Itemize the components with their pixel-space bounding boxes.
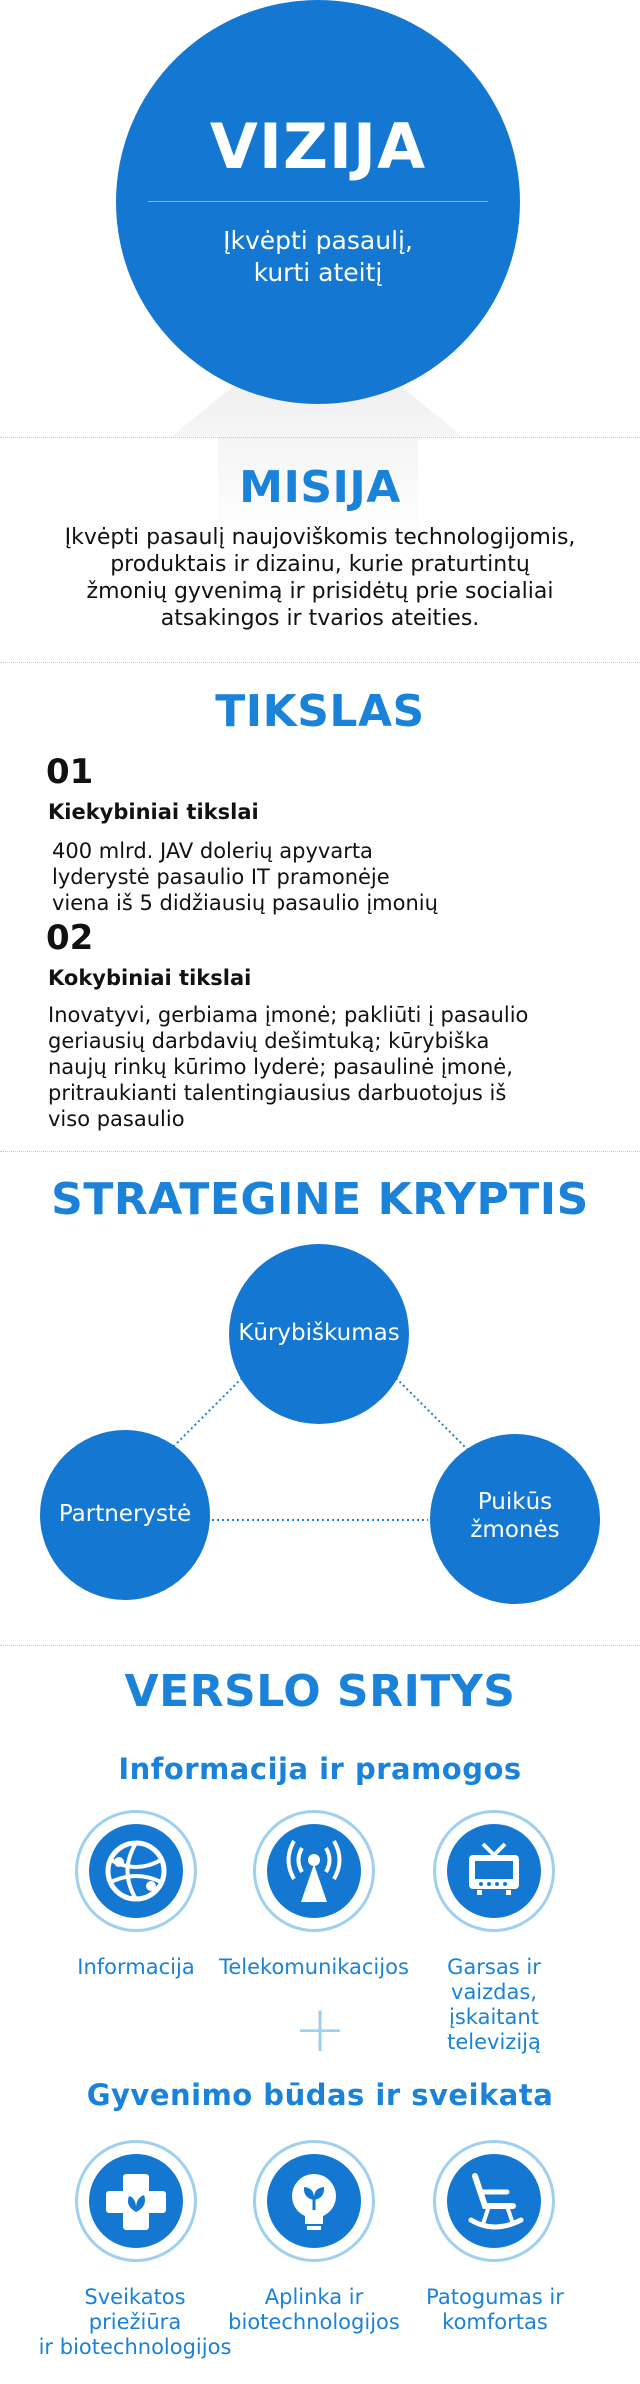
business-label-line: priežiūra [88, 2310, 182, 2334]
business-item-information [75, 1810, 197, 1932]
vision-title: VIZIJA [209, 110, 427, 183]
divider-4 [0, 1645, 640, 1646]
business-label-line: ir biotechnologijos [38, 2335, 232, 2359]
goal-heading-2: Kokybiniai tikslai [48, 966, 252, 990]
business-label-line: televiziją [447, 2030, 541, 2054]
business-item-audio-video [433, 1810, 555, 1932]
strategy-node-people-label [430, 1488, 600, 1544]
goal-number-2: 02 [46, 918, 94, 958]
mission-line: produktais ir dizainu, kurie praturtintų [110, 552, 530, 577]
business-item-healthcare [75, 2140, 197, 2262]
business-item-environment [253, 2140, 375, 2262]
business-label-telecom [214, 1955, 414, 1980]
business-label-line: vaizdas, [451, 1980, 537, 2004]
goal-list-1 [52, 838, 612, 916]
business-label-line: Sveikatos [84, 2285, 186, 2309]
mission-text [0, 524, 640, 632]
mission-line: Įkvėpti pasaulį naujoviškomis technologijomis, [64, 525, 576, 550]
divider-1 [0, 437, 640, 438]
goal-heading-1: Kiekybiniai tikslai [48, 800, 259, 824]
antenna-icon [267, 1824, 361, 1918]
business-label-line: Aplinka ir [264, 2285, 364, 2309]
vision-line-2: kurti ateitį [253, 258, 383, 287]
mission-title: MISIJA [239, 462, 401, 513]
goal-item: Inovatyvi, gerbiama įmonė; pakliūti į pasaulio [48, 1003, 529, 1027]
vision-divider [148, 201, 488, 202]
strategy-node-creativity-label: Kūrybiškumas [238, 1320, 400, 1346]
goal-number-1: 01 [46, 752, 94, 792]
goal-item: 400 mlrd. JAV dolerių apyvarta [52, 839, 373, 863]
business-label-information [46, 1955, 226, 1980]
goal-item: viena iš 5 didžiausių pasaulio įmonių [52, 891, 438, 915]
divider-3 [0, 1151, 640, 1152]
goal-item: naujų rinkų kūrimo lyderė; pasaulinė įmonė, [48, 1055, 513, 1079]
business-label-line: Telekomunikacijos [219, 1955, 409, 1979]
strategy-node-partnership-label: Partnerystė [58, 1501, 192, 1527]
business-label-environment [214, 2285, 414, 2335]
vision-line-1: Įkvėpti pasaulį, [223, 226, 413, 255]
vision-circle [116, 0, 520, 404]
rocking-chair-icon [447, 2154, 541, 2248]
goal-item: lyderystė pasaulio IT pramonėje [52, 865, 390, 889]
eco-bulb-icon [267, 2154, 361, 2248]
goal-list-2 [48, 1002, 608, 1132]
goal-title: TIKSLAS [215, 686, 425, 737]
health-cross-icon [89, 2154, 183, 2248]
globe-icon [89, 1824, 183, 1918]
business-item-telecom [253, 1810, 375, 1932]
business-group-2-title: Gyvenimo būdas ir sveikata [86, 2078, 554, 2112]
business-group-1-title: Informacija ir pramogos [118, 1752, 522, 1786]
plus-sign: + [293, 1993, 347, 2067]
goal-item: viso pasaulio [48, 1107, 185, 1131]
business-label-line: komfortas [442, 2310, 548, 2334]
business-label-line: Patogumas ir [426, 2285, 564, 2309]
strategy-title: STRATEGINE KRYPTIS [51, 1174, 589, 1225]
mission-line: žmonių gyvenimą ir prisidėtų prie socialiai [86, 579, 554, 604]
business-label-line: Informacija [77, 1955, 195, 1979]
business-label-audio-video [414, 1955, 574, 2055]
tv-icon [447, 1824, 541, 1918]
divider-2 [0, 662, 640, 663]
strategy-people-line: žmonės [470, 1517, 560, 1543]
mission-line: atsakingos ir tvarios ateities. [160, 606, 480, 631]
business-label-line: įskaitant [449, 2005, 539, 2029]
business-label-line: Garsas ir [447, 1955, 541, 1979]
business-item-comfort [433, 2140, 555, 2262]
goal-item: pritraukianti talentingiausius darbuotojus iš [48, 1081, 507, 1105]
goal-item: geriausių darbdavių dešimtuką; kūrybiška [48, 1029, 490, 1053]
business-label-comfort [410, 2285, 580, 2335]
strategy-people-line: Puikūs [477, 1489, 553, 1515]
business-title: VERSLO SRITYS [124, 1666, 516, 1717]
business-label-line: biotechnologijos [228, 2310, 400, 2334]
